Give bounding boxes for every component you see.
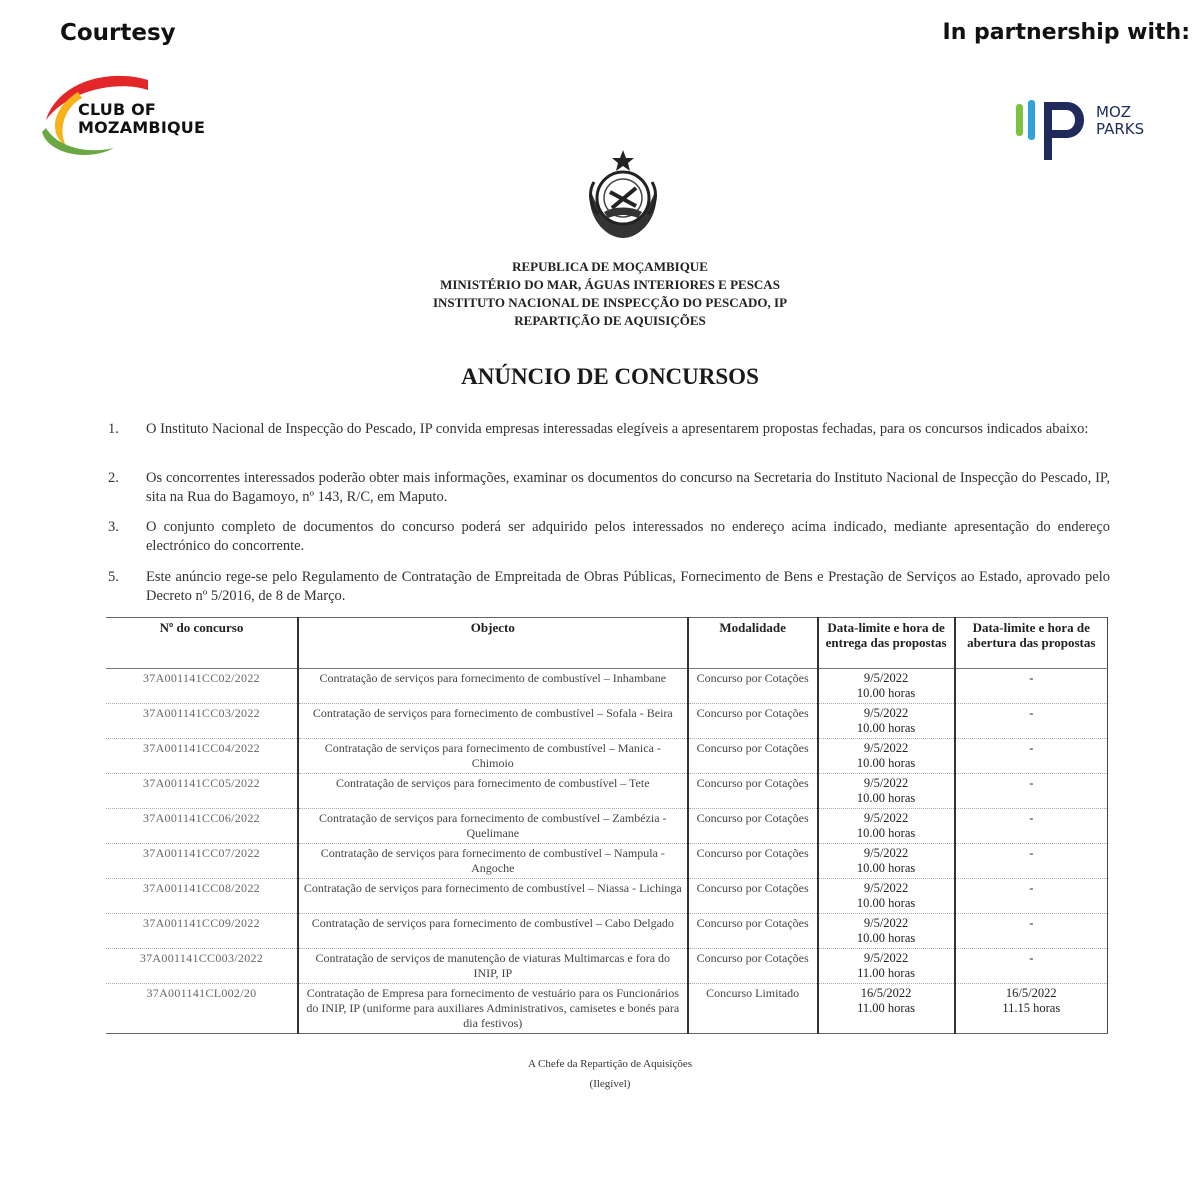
tender-mode: Concurso por Cotações	[688, 704, 818, 739]
tender-opening	[955, 984, 1108, 1034]
opening-date: -	[1029, 811, 1034, 825]
deadline-time: 10.00 horas	[856, 826, 916, 840]
table-row	[106, 949, 1108, 984]
tender-deadline	[818, 984, 955, 1034]
deadline-date: 9/5/2022	[863, 671, 909, 685]
moz-parks-logo-text	[1096, 104, 1144, 138]
tender-mode: Concurso por Cotações	[688, 774, 818, 809]
document-title: ANÚNCIO DE CONCURSOS	[461, 364, 759, 389]
tender-object: Contratação de serviços de manutenção de viaturas Multimarcas e fora do INIP, IP	[298, 949, 688, 984]
opening-date: 16/5/2022	[1005, 986, 1057, 1000]
club-logo-line2: MOZAMBIQUE	[78, 118, 206, 137]
tender-deadline	[818, 739, 955, 774]
paragraph-number: 5.	[108, 569, 119, 585]
opening-date: -	[1029, 881, 1034, 895]
tender-object: Contratação de serviços para fornecimento de combustível – Tete	[298, 774, 688, 809]
table-row	[106, 739, 1108, 774]
deadline-time: 10.00 horas	[856, 686, 916, 700]
deadline-time: 11.00 horas	[857, 966, 916, 980]
tenders-table	[106, 617, 1108, 1034]
tender-number: 37A001141CC003/2022	[106, 949, 298, 984]
tender-number: 37A001141CC08/2022	[106, 879, 298, 914]
deadline-date: 9/5/2022	[863, 811, 909, 825]
tender-number: 37A001141CC03/2022	[106, 704, 298, 739]
tender-deadline	[818, 669, 955, 704]
header-institute: INSTITUTO NACIONAL DE INSPECÇÃO DO PESCADO, IP	[432, 295, 788, 310]
table-row	[106, 809, 1108, 844]
header-republic: REPUBLICA DE MOÇAMBIQUE	[512, 259, 708, 274]
paragraph-text: O Instituto Nacional de Inspecção do Pescado, IP convida empresas interessadas elegíveis a apresentarem propostas fechadas, para os concursos indicados abaixo:	[146, 421, 1089, 437]
tender-object: Contratação de serviços para fornecimento de combustível – Inhambane	[298, 669, 688, 704]
paragraph-1	[108, 420, 1110, 439]
table-header-row	[106, 618, 1108, 669]
deadline-time: 11.00 horas	[857, 1001, 916, 1015]
tender-deadline	[818, 914, 955, 949]
tender-opening	[955, 739, 1108, 774]
paragraph-number: 2.	[108, 470, 119, 486]
tender-deadline	[818, 809, 955, 844]
paragraph-text: O conjunto completo de documentos do concurso poderá ser adquirido pelos interessados no endereço acima indicado, mediante apresentação do endereço electrónico do concorrente.	[146, 519, 1110, 554]
opening-date: -	[1029, 776, 1034, 790]
tender-deadline	[818, 774, 955, 809]
tender-opening	[955, 914, 1108, 949]
tender-opening	[955, 949, 1108, 984]
table-row	[106, 774, 1108, 809]
opening-time: 11.15 horas	[1002, 1001, 1061, 1015]
tender-mode: Concurso por Cotações	[688, 949, 818, 984]
paragraph-3	[108, 518, 1110, 556]
header-department: REPARTIÇÃO DE AQUISIÇÕES	[514, 313, 706, 328]
table-row	[106, 669, 1108, 704]
tender-number: 37A001141CC05/2022	[106, 774, 298, 809]
tender-mode: Concurso por Cotações	[688, 669, 818, 704]
deadline-time: 10.00 horas	[856, 896, 916, 910]
tender-mode: Concurso por Cotações	[688, 914, 818, 949]
partnership-label: In partnership with:	[942, 20, 1190, 45]
paragraph-text: Este anúncio rege-se pelo Regulamento de Contratação de Empreitada de Obras Públicas, Fornecimento de Bens e Prestação de Serviços ao Estado, aprovado pelo Decreto nº 5/2016, de 8 de Março.	[146, 569, 1110, 604]
tender-number: 37A001141CC04/2022	[106, 739, 298, 774]
tender-mode: Concurso Limitado	[688, 984, 818, 1034]
col-header-number: Nº do concurso	[106, 618, 298, 669]
tender-object: Contratação de serviços para fornecimento de combustível – Niassa - Lichinga	[298, 879, 688, 914]
col-header-object: Objecto	[298, 618, 688, 669]
tender-mode: Concurso por Cotações	[688, 809, 818, 844]
tender-object: Contratação de serviços para fornecimento de combustível – Manica - Chimoio	[298, 739, 688, 774]
opening-date: -	[1029, 741, 1034, 755]
opening-date: -	[1029, 671, 1034, 685]
moz-parks-logo[interactable]	[1014, 98, 1094, 162]
paragraph-2	[108, 469, 1110, 507]
tender-object: Contratação de serviços para fornecimento de combustível – Cabo Delgado	[298, 914, 688, 949]
table-row	[106, 704, 1108, 739]
deadline-time: 10.00 horas	[856, 756, 916, 770]
deadline-date: 9/5/2022	[863, 776, 909, 790]
signature-name: (Ilegível)	[589, 1078, 631, 1090]
col-header-deadline: Data-limite e hora de entrega das propostas	[818, 618, 955, 669]
deadline-date: 9/5/2022	[863, 881, 909, 895]
deadline-date: 16/5/2022	[860, 986, 912, 1000]
club-logo-line1: CLUB OF	[78, 100, 157, 119]
header-ministry: MINISTÉRIO DO MAR, ÁGUAS INTERIORES E PESCAS	[440, 277, 780, 292]
tender-object: Contratação de serviços para fornecimento de combustível – Nampula - Angoche	[298, 844, 688, 879]
deadline-time: 10.00 horas	[856, 931, 916, 945]
opening-date: -	[1029, 706, 1034, 720]
table-row	[106, 879, 1108, 914]
club-logo-text	[78, 101, 205, 137]
table-row	[106, 914, 1108, 949]
col-header-mode: Modalidade	[688, 618, 818, 669]
tender-opening	[955, 879, 1108, 914]
col-header-opening: Data-limite e hora de abertura das propostas	[955, 618, 1108, 669]
tender-deadline	[818, 949, 955, 984]
tender-opening	[955, 844, 1108, 879]
deadline-date: 9/5/2022	[863, 706, 909, 720]
tender-opening	[955, 774, 1108, 809]
deadline-time: 10.00 horas	[856, 861, 916, 875]
table-row	[106, 984, 1108, 1034]
coat-of-arms-icon	[578, 148, 668, 242]
tender-deadline	[818, 879, 955, 914]
tender-number: 37A001141CC02/2022	[106, 669, 298, 704]
moz-logo-line1: MOZ	[1096, 103, 1132, 121]
deadline-date: 9/5/2022	[863, 916, 909, 930]
deadline-time: 10.00 horas	[856, 721, 916, 735]
tender-opening	[955, 704, 1108, 739]
tender-mode: Concurso por Cotações	[688, 739, 818, 774]
paragraph-5	[108, 568, 1110, 606]
deadline-time: 10.00 horas	[856, 791, 916, 805]
paragraph-number: 3.	[108, 519, 119, 535]
tender-object: Contratação de serviços para fornecimento de combustível – Zambézia - Quelimane	[298, 809, 688, 844]
signature-role: A Chefe da Repartição de Aquisições	[527, 1058, 693, 1070]
tender-opening	[955, 809, 1108, 844]
tender-number: 37A001141CC07/2022	[106, 844, 298, 879]
courtesy-label: Courtesy	[60, 20, 176, 46]
table-row	[106, 844, 1108, 879]
table-body	[106, 669, 1108, 1034]
paragraph-number: 1.	[108, 421, 119, 437]
tender-deadline	[818, 704, 955, 739]
paragraph-text: Os concorrentes interessados poderão obter mais informações, examinar os documentos do concurso na Secretaria do Instituto Nacional de Inspecção do Pescado, IP, sita na Rua do Bagamoyo, nº 143, R/C, em Maputo.	[146, 470, 1110, 505]
tender-opening	[955, 669, 1108, 704]
opening-date: -	[1029, 846, 1034, 860]
tender-object: Contratação de Empresa para fornecimento de vestuário para os Funcionários do INIP, IP (uniforme para auxiliares Administrativos, camisetes e bonés para dia festivos)	[298, 984, 688, 1034]
deadline-date: 9/5/2022	[863, 846, 909, 860]
deadline-date: 9/5/2022	[863, 951, 909, 965]
tender-number: 37A001141CC06/2022	[106, 809, 298, 844]
tender-mode: Concurso por Cotações	[688, 879, 818, 914]
tender-number: 37A001141CC09/2022	[106, 914, 298, 949]
opening-date: -	[1029, 951, 1034, 965]
tender-mode: Concurso por Cotações	[688, 844, 818, 879]
deadline-date: 9/5/2022	[863, 741, 909, 755]
document-header	[300, 258, 920, 330]
tender-deadline	[818, 844, 955, 879]
moz-logo-line2: PARKS	[1096, 120, 1145, 138]
tender-object: Contratação de serviços para fornecimento de combustível – Sofala - Beira	[298, 704, 688, 739]
tender-number: 37A001141CL002/20	[106, 984, 298, 1034]
opening-date: -	[1029, 916, 1034, 930]
